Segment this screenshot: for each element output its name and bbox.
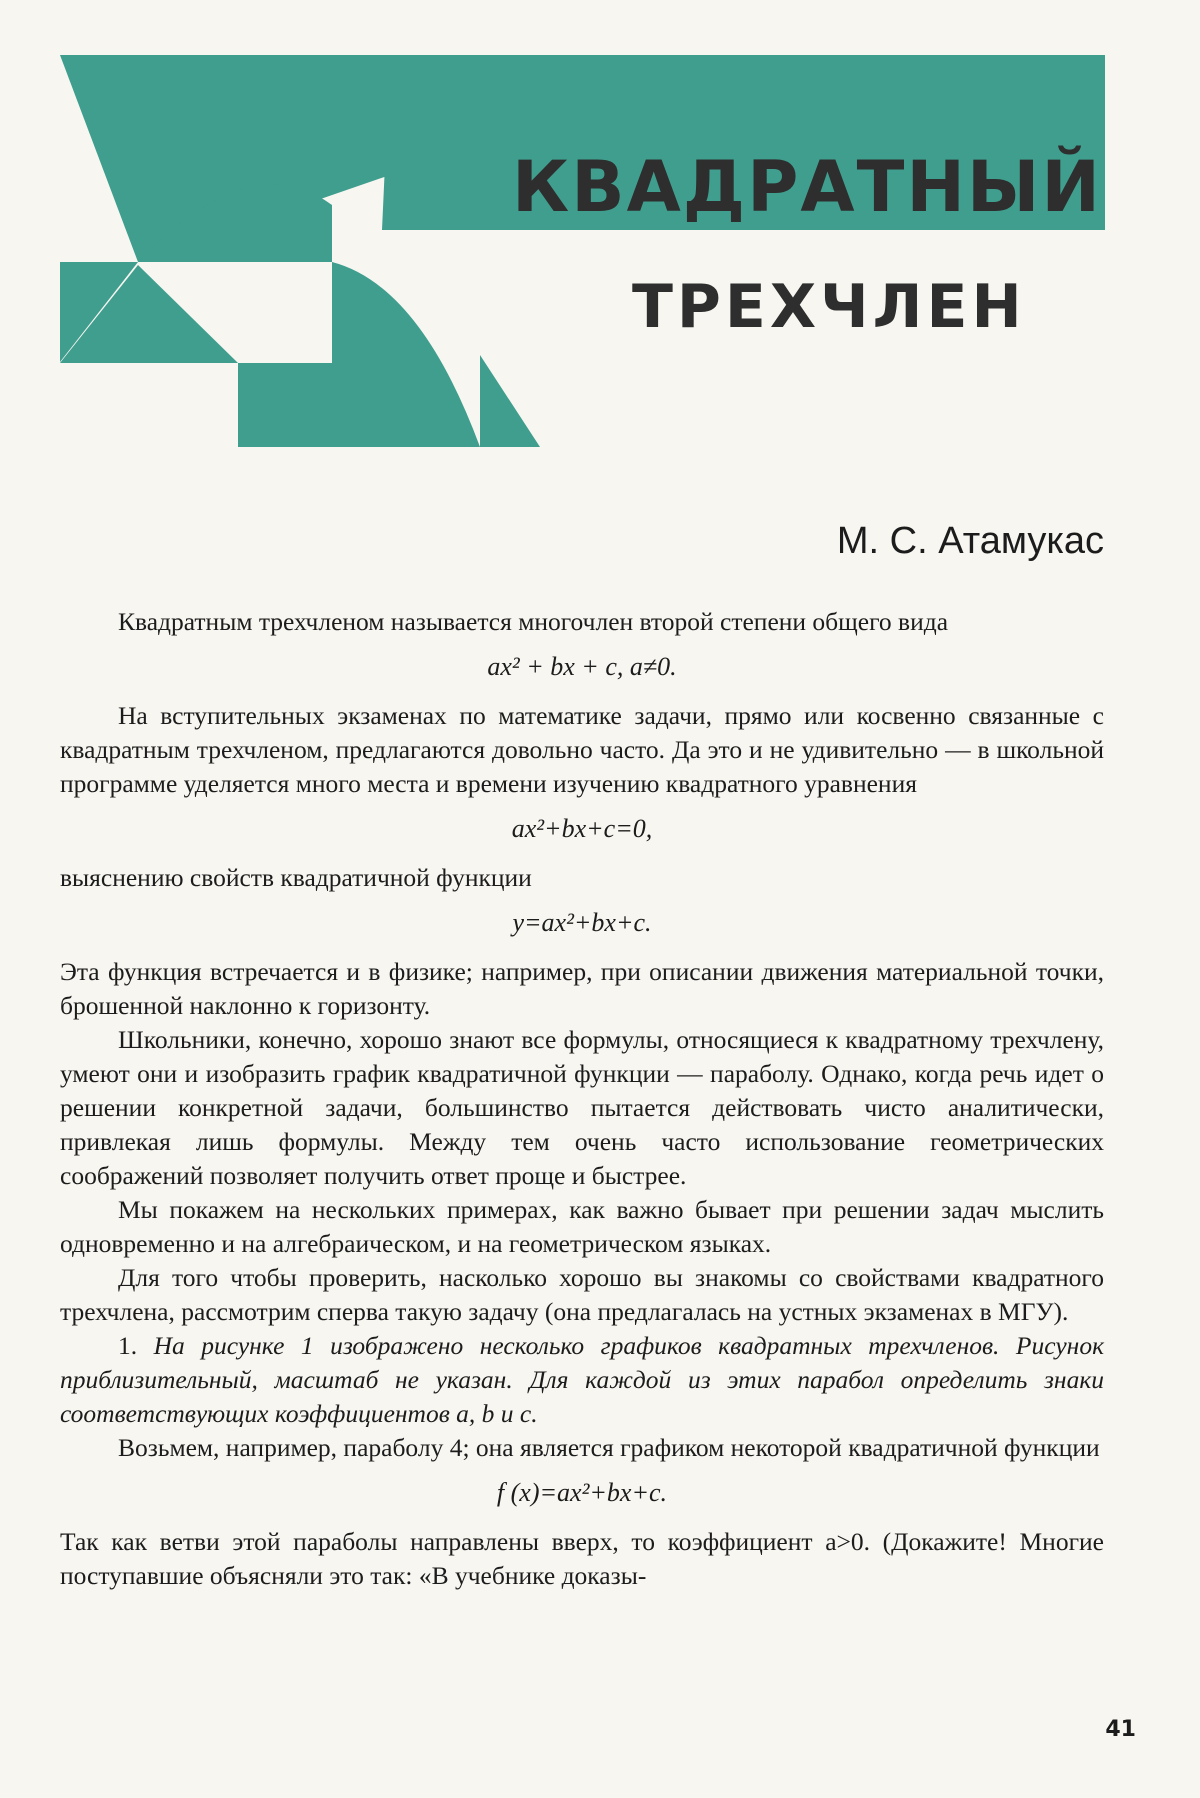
problem-statement [60, 1329, 1104, 1431]
paragraph: Квадратным трехчленом называется многочлен второй степени общего вида [118, 607, 949, 636]
page-number: 41 [1105, 1717, 1136, 1742]
paragraph: Мы покажем на нескольких примерах, как важно бывает при решении задач мыслить одновременно и на алгебраическом, и на геометрическом языках. [60, 1195, 1104, 1258]
problem-text: На рисунке 1 изображено несколько графиков квадратных трехчленов. Рисунок приблизительный, масштаб не указан. Для каждой из этих парабол определить знаки соответствующих коэффициентов a, b и c. [60, 1331, 1105, 1428]
article-body [60, 605, 1104, 1593]
title-line-1: КВАДРАТНЫЙ [512, 146, 1103, 228]
paragraph: Так как ветви этой параболы направлены вверх, то коэффициент a>0. (Докажите! Многие поступавшие объясняли это так: «В учебнике доказы- [60, 1527, 1104, 1590]
problem-number: 1. [118, 1331, 138, 1360]
paragraph: Школьники, конечно, хорошо знают все формулы, относящиеся к квадратному трехчлену, умеют они и изобразить график квадратичной функции — параболу. Однако, когда речь идет о решении конкретной задачи, большинство пытается действовать чисто аналитически, привлекая лишь формулы. Между тем очень часто использование геометрических соображений позволяет получить ответ проще и быстрее. [60, 1025, 1104, 1190]
paragraph: Для того чтобы проверить, насколько хорошо вы знакомы со свойствами квадратного трехчлена, рассмотрим сперва такую задачу (она предлагалась на устных экзаменах в МГУ). [60, 1263, 1104, 1326]
formula: ax² + bx + c, a≠0. [487, 652, 677, 681]
header-decoration [60, 55, 1110, 447]
formula: y=ax²+bx+c. [512, 908, 652, 937]
paragraph: На вступительных экзаменах по математике задачи, прямо или косвенно связанные с квадратным трехчленом, предлагаются довольно часто. Да это и не удивительно — в школьной программе уделяется много места и времени изучению квадратного уравнения [60, 701, 1104, 798]
paragraph: Возьмем, например, параболу 4; она является графиком некоторой квадратичной функции [118, 1433, 1100, 1462]
formula: ax²+bx+c=0, [511, 814, 653, 843]
formula: f (x)=ax²+bx+c. [496, 1478, 668, 1507]
paragraph: Эта функция встречается и в физике; например, при описании движения материальной точки, брошенной наклонно к горизонту. [60, 957, 1104, 1020]
author: М. С. Атамукас [836, 520, 1104, 562]
title-line-2: ТРЕХЧЛЕН [632, 272, 1026, 342]
paragraph: выяснению свойств квадратичной функции [60, 863, 532, 892]
